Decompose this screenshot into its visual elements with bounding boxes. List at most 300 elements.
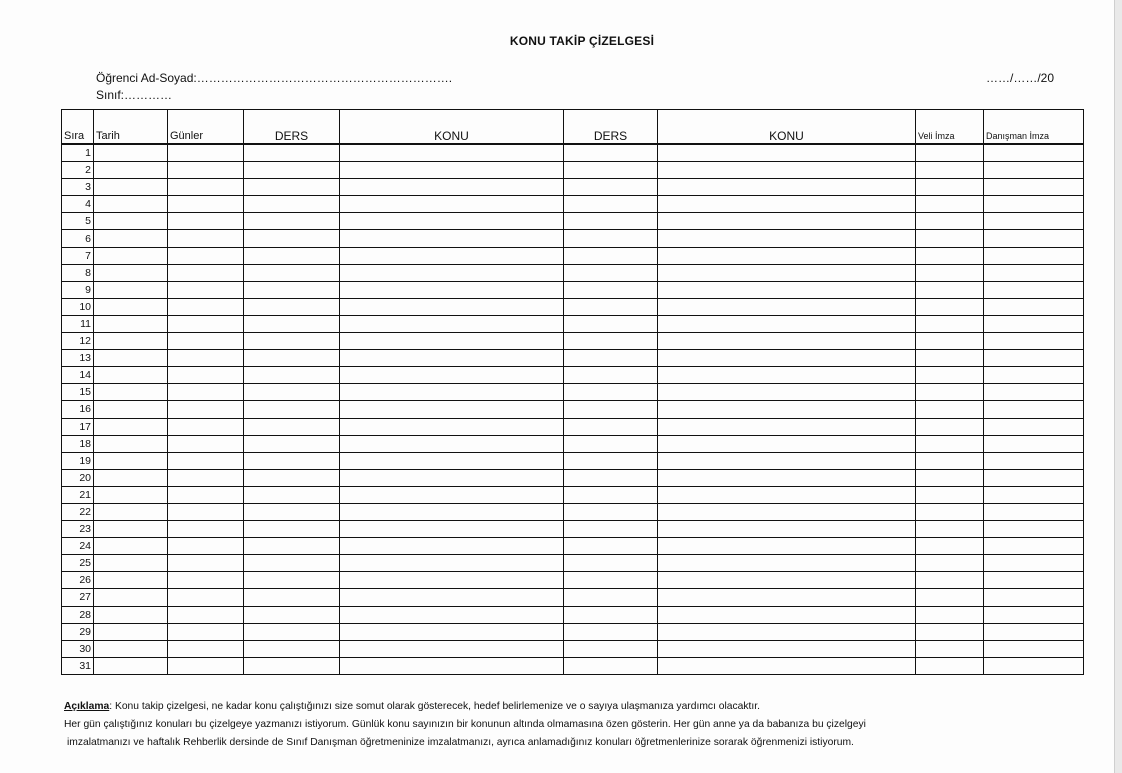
ders-2-cell[interactable] [564,247,658,264]
konu-2-cell[interactable] [658,315,916,332]
ders-2-cell[interactable] [564,213,658,230]
table-row [62,657,1084,674]
tarih-cell[interactable] [94,384,168,401]
table-row [62,196,1084,213]
ders-1-cell[interactable] [244,213,340,230]
ders-1-cell[interactable] [244,247,340,264]
konu-1-cell[interactable] [340,384,564,401]
ders-2-cell[interactable] [564,469,658,486]
gunler-cell[interactable] [168,435,244,452]
gunler-cell[interactable] [168,589,244,606]
tarih-cell[interactable] [94,572,168,589]
danisman-imza-cell[interactable] [984,521,1084,538]
danisman-imza-cell[interactable] [984,230,1084,247]
ders-2-cell[interactable] [564,572,658,589]
col-danisman-imza: Danışman İmza [984,110,1084,145]
danisman-imza-cell[interactable] [984,247,1084,264]
veli-imza-cell[interactable] [916,264,984,281]
gunler-cell[interactable] [168,486,244,503]
danisman-imza-cell[interactable] [984,555,1084,572]
danisman-imza-cell[interactable] [984,162,1084,179]
ders-1-cell[interactable] [244,162,340,179]
tarih-cell[interactable] [94,401,168,418]
ders-2-cell[interactable] [564,384,658,401]
gunler-cell[interactable] [168,179,244,196]
table-row [62,367,1084,384]
table-row [62,486,1084,503]
gunler-cell[interactable] [168,298,244,315]
ders-1-cell[interactable] [244,401,340,418]
table-row [62,469,1084,486]
konu-2-cell[interactable] [658,657,916,674]
ders-1-cell[interactable] [244,230,340,247]
gunler-cell[interactable] [168,623,244,640]
ders-2-cell[interactable] [564,350,658,367]
tarih-cell[interactable] [94,469,168,486]
konu-1-cell[interactable] [340,589,564,606]
veli-imza-cell[interactable] [916,589,984,606]
row-number: 22 [62,503,94,520]
konu-2-cell[interactable] [658,196,916,213]
tarih-cell[interactable] [94,179,168,196]
ders-1-cell[interactable] [244,196,340,213]
konu-2-cell[interactable] [658,435,916,452]
ders-1-cell[interactable] [244,350,340,367]
danisman-imza-cell[interactable] [984,640,1084,657]
veli-imza-cell[interactable] [916,606,984,623]
danisman-imza-cell[interactable] [984,538,1084,555]
veli-imza-cell[interactable] [916,521,984,538]
konu-1-cell[interactable] [340,230,564,247]
table-row [62,538,1084,555]
konu-1-cell[interactable] [340,247,564,264]
ders-1-cell[interactable] [244,367,340,384]
ders-2-cell[interactable] [564,521,658,538]
konu-1-cell[interactable] [340,503,564,520]
danisman-imza-cell[interactable] [984,196,1084,213]
col-ders-2: DERS [564,110,658,145]
ders-1-cell[interactable] [244,452,340,469]
danisman-imza-cell[interactable] [984,486,1084,503]
tarih-cell[interactable] [94,435,168,452]
veli-imza-cell[interactable] [916,469,984,486]
table-row [62,247,1084,264]
row-number: 6 [62,230,94,247]
konu-1-cell[interactable] [340,555,564,572]
konu-2-cell[interactable] [658,486,916,503]
danisman-imza-cell[interactable] [984,452,1084,469]
danisman-imza-cell[interactable] [984,469,1084,486]
danisman-imza-cell[interactable] [984,589,1084,606]
ders-2-cell[interactable] [564,179,658,196]
veli-imza-cell[interactable] [916,640,984,657]
tarih-cell[interactable] [94,333,168,350]
konu-2-cell[interactable] [658,144,916,162]
row-number: 15 [62,384,94,401]
konu-2-cell[interactable] [658,640,916,657]
gunler-cell[interactable] [168,521,244,538]
danisman-imza-cell[interactable] [984,572,1084,589]
row-number: 2 [62,162,94,179]
gunler-cell[interactable] [168,606,244,623]
konu-2-cell[interactable] [658,350,916,367]
danisman-imza-cell[interactable] [984,298,1084,315]
tarih-cell[interactable] [94,640,168,657]
gunler-cell[interactable] [168,384,244,401]
danisman-imza-cell[interactable] [984,315,1084,332]
danisman-imza-cell[interactable] [984,418,1084,435]
gunler-cell[interactable] [168,281,244,298]
ders-1-cell[interactable] [244,572,340,589]
row-number: 21 [62,486,94,503]
veli-imza-cell[interactable] [916,384,984,401]
ders-1-cell[interactable] [244,538,340,555]
ders-2-cell[interactable] [564,162,658,179]
veli-imza-cell[interactable] [916,333,984,350]
ders-2-cell[interactable] [564,452,658,469]
tarih-cell[interactable] [94,162,168,179]
table-row [62,264,1084,281]
tarih-cell[interactable] [94,281,168,298]
gunler-cell[interactable] [168,452,244,469]
ders-1-cell[interactable] [244,418,340,435]
ders-1-cell[interactable] [244,623,340,640]
row-number: 30 [62,640,94,657]
ders-2-cell[interactable] [564,418,658,435]
konu-1-cell[interactable] [340,640,564,657]
col-veli-imza: Veli İmza [916,110,984,145]
ders-1-cell[interactable] [244,469,340,486]
konu-2-cell[interactable] [658,384,916,401]
ders-2-cell[interactable] [564,401,658,418]
gunler-cell[interactable] [168,538,244,555]
ders-1-cell[interactable] [244,333,340,350]
konu-2-cell[interactable] [658,572,916,589]
danisman-imza-cell[interactable] [984,435,1084,452]
veli-imza-cell[interactable] [916,623,984,640]
veli-imza-cell[interactable] [916,213,984,230]
tarih-cell[interactable] [94,298,168,315]
col-konu-2: KONU [658,110,916,145]
tarih-cell[interactable] [94,657,168,674]
tarih-cell[interactable] [94,452,168,469]
tarih-cell[interactable] [94,589,168,606]
konu-1-cell[interactable] [340,213,564,230]
gunler-cell[interactable] [168,213,244,230]
konu-2-cell[interactable] [658,418,916,435]
tarih-cell[interactable] [94,213,168,230]
veli-imza-cell[interactable] [916,572,984,589]
veli-imza-cell[interactable] [916,367,984,384]
konu-1-cell[interactable] [340,452,564,469]
gunler-cell[interactable] [168,572,244,589]
gunler-cell[interactable] [168,162,244,179]
gunler-cell[interactable] [168,230,244,247]
konu-2-cell[interactable] [658,452,916,469]
ders-2-cell[interactable] [564,555,658,572]
konu-2-cell[interactable] [658,606,916,623]
row-number: 23 [62,521,94,538]
ders-1-cell[interactable] [244,384,340,401]
ders-2-cell[interactable] [564,606,658,623]
ders-2-cell[interactable] [564,264,658,281]
konu-1-cell[interactable] [340,162,564,179]
tarih-cell[interactable] [94,623,168,640]
ders-1-cell[interactable] [244,264,340,281]
danisman-imza-cell[interactable] [984,144,1084,162]
veli-imza-cell[interactable] [916,144,984,162]
table-body [62,144,1084,674]
ders-2-cell[interactable] [564,640,658,657]
konu-2-cell[interactable] [658,401,916,418]
col-gunler: Günler [168,110,244,145]
konu-1-cell[interactable] [340,333,564,350]
tarih-cell[interactable] [94,555,168,572]
student-name-line: Öğrenci Ad-Soyad:………………………………………………………. [96,71,453,85]
row-number: 31 [62,657,94,674]
table-row [62,503,1084,520]
konu-1-cell[interactable] [340,572,564,589]
gunler-cell[interactable] [168,196,244,213]
tarih-cell[interactable] [94,144,168,162]
table-row [62,281,1084,298]
veli-imza-cell[interactable] [916,298,984,315]
ders-1-cell[interactable] [244,144,340,162]
veli-imza-cell[interactable] [916,452,984,469]
konu-1-cell[interactable] [340,401,564,418]
gunler-cell[interactable] [168,367,244,384]
danisman-imza-cell[interactable] [984,179,1084,196]
veli-imza-cell[interactable] [916,196,984,213]
konu-1-cell[interactable] [340,298,564,315]
notes-label: Açıklama [64,701,110,712]
veli-imza-cell[interactable] [916,179,984,196]
row-number: 8 [62,264,94,281]
konu-2-cell[interactable] [658,281,916,298]
konu-2-cell[interactable] [658,179,916,196]
danisman-imza-cell[interactable] [984,333,1084,350]
page-title: KONU TAKİP ÇİZELGESİ [509,34,655,48]
row-number: 7 [62,247,94,264]
gunler-cell[interactable] [168,640,244,657]
danisman-imza-cell[interactable] [984,264,1084,281]
veli-imza-cell[interactable] [916,435,984,452]
konu-2-cell[interactable] [658,230,916,247]
gunler-cell[interactable] [168,315,244,332]
ders-1-cell[interactable] [244,281,340,298]
ders-2-cell[interactable] [564,144,658,162]
row-number: 9 [62,281,94,298]
danisman-imza-cell[interactable] [984,281,1084,298]
table-row [62,418,1084,435]
konu-2-cell[interactable] [658,589,916,606]
ders-1-cell[interactable] [244,486,340,503]
danisman-imza-cell[interactable] [984,623,1084,640]
gunler-cell[interactable] [168,264,244,281]
row-number: 3 [62,179,94,196]
table-row [62,401,1084,418]
ders-2-cell[interactable] [564,486,658,503]
danisman-imza-cell[interactable] [984,350,1084,367]
veli-imza-cell[interactable] [916,538,984,555]
danisman-imza-cell[interactable] [984,657,1084,674]
tarih-cell[interactable] [94,315,168,332]
konu-2-cell[interactable] [658,367,916,384]
row-number: 16 [62,401,94,418]
danisman-imza-cell[interactable] [984,401,1084,418]
konu-1-cell[interactable] [340,657,564,674]
veli-imza-cell[interactable] [916,555,984,572]
gunler-cell[interactable] [168,401,244,418]
konu-1-cell[interactable] [340,264,564,281]
veli-imza-cell[interactable] [916,230,984,247]
konu-1-cell[interactable] [340,606,564,623]
konu-1-cell[interactable] [340,144,564,162]
notes-line-3: imzalatmanızı ve haftalık Rehberlik dersinde de Sınıf Danışman öğretmeninize imzalatmanızı, ayrıca anlamadığınız konuları öğretmenlerinize sorarak öğrenmenizi istiyorum. [67,737,854,748]
konu-2-cell[interactable] [658,538,916,555]
veli-imza-cell[interactable] [916,486,984,503]
konu-1-cell[interactable] [340,367,564,384]
veli-imza-cell[interactable] [916,401,984,418]
row-number: 1 [62,144,94,162]
table-row [62,572,1084,589]
table-row [62,623,1084,640]
table-row [62,452,1084,469]
ders-1-cell[interactable] [244,640,340,657]
ders-2-cell[interactable] [564,589,658,606]
ders-1-cell[interactable] [244,315,340,332]
ders-2-cell[interactable] [564,230,658,247]
ders-2-cell[interactable] [564,333,658,350]
konu-2-cell[interactable] [658,298,916,315]
veli-imza-cell[interactable] [916,657,984,674]
veli-imza-cell[interactable] [916,247,984,264]
tarih-cell[interactable] [94,538,168,555]
table-row [62,179,1084,196]
konu-2-cell[interactable] [658,555,916,572]
row-number: 25 [62,555,94,572]
konu-2-cell[interactable] [658,623,916,640]
danisman-imza-cell[interactable] [984,606,1084,623]
tarih-cell[interactable] [94,418,168,435]
tarih-cell[interactable] [94,230,168,247]
konu-1-cell[interactable] [340,418,564,435]
konu-2-cell[interactable] [658,469,916,486]
konu-1-cell[interactable] [340,469,564,486]
notes-line-1: : Konu takip çizelgesi, ne kadar konu çalıştığınızı size somut olarak gösterecek, hedef belirlemenize ve o sayıya ulaşmanıza yardımcı olacaktır. [109,701,760,712]
danisman-imza-cell[interactable] [984,367,1084,384]
gunler-cell[interactable] [168,333,244,350]
veli-imza-cell[interactable] [916,281,984,298]
konu-2-cell[interactable] [658,264,916,281]
konu-1-cell[interactable] [340,350,564,367]
konu-1-cell[interactable] [340,521,564,538]
tarih-cell[interactable] [94,247,168,264]
tarih-cell[interactable] [94,350,168,367]
tarih-cell[interactable] [94,196,168,213]
tarih-cell[interactable] [94,367,168,384]
veli-imza-cell[interactable] [916,503,984,520]
gunler-cell[interactable] [168,657,244,674]
veli-imza-cell[interactable] [916,350,984,367]
danisman-imza-cell[interactable] [984,213,1084,230]
gunler-cell[interactable] [168,350,244,367]
gunler-cell[interactable] [168,418,244,435]
gunler-cell[interactable] [168,144,244,162]
ders-2-cell[interactable] [564,315,658,332]
row-number: 17 [62,418,94,435]
konu-1-cell[interactable] [340,179,564,196]
ders-1-cell[interactable] [244,503,340,520]
ders-2-cell[interactable] [564,657,658,674]
konu-1-cell[interactable] [340,435,564,452]
gunler-cell[interactable] [168,469,244,486]
konu-2-cell[interactable] [658,247,916,264]
ders-1-cell[interactable] [244,298,340,315]
danisman-imza-cell[interactable] [984,503,1084,520]
konu-1-cell[interactable] [340,196,564,213]
ders-2-cell[interactable] [564,538,658,555]
tarih-cell[interactable] [94,521,168,538]
konu-1-cell[interactable] [340,538,564,555]
ders-1-cell[interactable] [244,521,340,538]
tarih-cell[interactable] [94,264,168,281]
row-number: 29 [62,623,94,640]
ders-2-cell[interactable] [564,623,658,640]
row-number: 28 [62,606,94,623]
table-row [62,230,1084,247]
table-row [62,555,1084,572]
gunler-cell[interactable] [168,247,244,264]
ders-2-cell[interactable] [564,298,658,315]
ders-2-cell[interactable] [564,435,658,452]
ders-2-cell[interactable] [564,367,658,384]
konu-2-cell[interactable] [658,521,916,538]
row-number: 11 [62,315,94,332]
konu-2-cell[interactable] [658,162,916,179]
ders-2-cell[interactable] [564,503,658,520]
veli-imza-cell[interactable] [916,418,984,435]
ders-1-cell[interactable] [244,657,340,674]
table-row [62,298,1084,315]
konu-1-cell[interactable] [340,281,564,298]
ders-1-cell[interactable] [244,555,340,572]
ders-1-cell[interactable] [244,435,340,452]
ders-2-cell[interactable] [564,281,658,298]
tarih-cell[interactable] [94,503,168,520]
ders-2-cell[interactable] [564,196,658,213]
row-number: 13 [62,350,94,367]
ders-1-cell[interactable] [244,179,340,196]
tarih-cell[interactable] [94,606,168,623]
ders-1-cell[interactable] [244,606,340,623]
danisman-imza-cell[interactable] [984,384,1084,401]
konu-1-cell[interactable] [340,486,564,503]
konu-2-cell[interactable] [658,213,916,230]
col-tarih: Tarih [94,110,168,145]
gunler-cell[interactable] [168,503,244,520]
konu-1-cell[interactable] [340,315,564,332]
veli-imza-cell[interactable] [916,315,984,332]
veli-imza-cell[interactable] [916,162,984,179]
gunler-cell[interactable] [168,555,244,572]
konu-1-cell[interactable] [340,623,564,640]
konu-2-cell[interactable] [658,333,916,350]
ders-1-cell[interactable] [244,589,340,606]
tarih-cell[interactable] [94,486,168,503]
konu-2-cell[interactable] [658,503,916,520]
topic-tracking-table [61,109,1084,675]
